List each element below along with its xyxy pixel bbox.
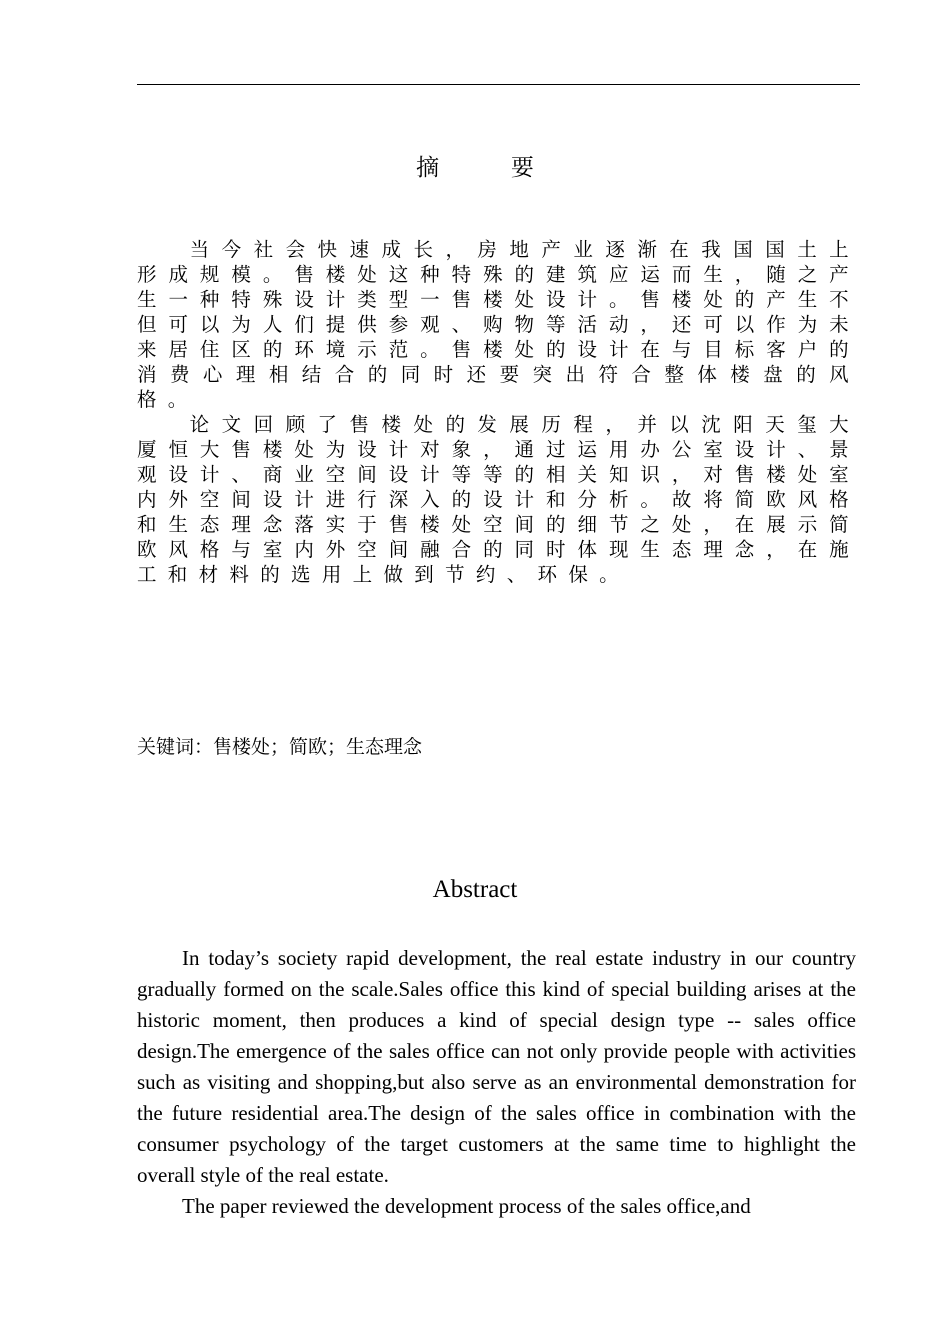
keywords-label: 关键词：: [137, 736, 214, 758]
abstract-cn-title: 摘 要: [416, 155, 567, 181]
header-rule: [137, 84, 860, 85]
abstract-en-body: [137, 943, 856, 1222]
keywords-value: 售楼处；简欧；生态理念: [213, 736, 423, 758]
abstract-en-title: Abstract: [432, 876, 518, 903]
abstract-cn-body: [137, 237, 860, 587]
abstract-en-paragraph-1: In today’s society rapid development, the real estate industry in our country gradually formed on the scale.Sales office this kind of special building arises at the historic moment, then produces a kind of special design type -- sales office design.The emergence of the sales office can not only provide people with activities such as visiting and shopping,but also serve as an environmental demonstration for the future residential area.The design of the sales office in combination with the consumer psychology of the target customers at the same time to highlight the overall style of the real estate.: [137, 946, 856, 1187]
abstract-cn-paragraph-1: 当今社会快速成长，房地产业逐渐在我国国土上形成规模。售楼处这种特殊的建筑应运而生，随之产生一种特殊设计类型一售楼处设计。售楼处的产生不但可以为人们提供参观、购物等活动，还可以作为未来居住区的环境示范。售楼处的设计在与目标客户的消费心理相结合的同时还要突出符合整体楼盘的风格。: [137, 238, 860, 411]
keywords-line: [137, 735, 422, 760]
abstract-cn-paragraph-2: 论文回顾了售楼处的发展历程，并以沈阳天玺大厦恒大售楼处为设计对象，通过运用办公室设计、景观设计、商业空间设计等等的相关知识，对售楼处室内外空间设计进行深入的设计和分析。故将简欧风格和生态理念落实于售楼处空间的细节之处，在展示简欧风格与室内外空间融合的同时体现生态理念，在施工和材料的选用上做到节约、环保。: [137, 413, 860, 586]
abstract-en-paragraph-2: The paper reviewed the development process of the sales office,and: [182, 1194, 751, 1218]
